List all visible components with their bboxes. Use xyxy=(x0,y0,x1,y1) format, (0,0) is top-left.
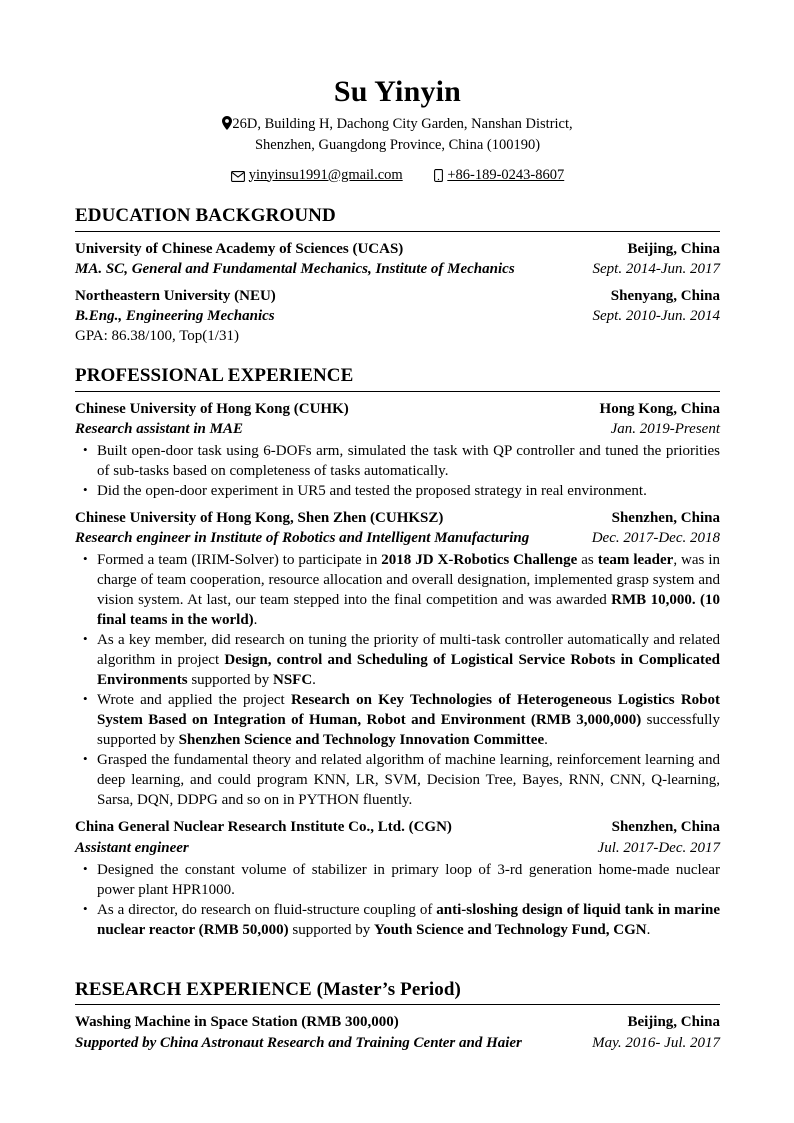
text-run: Wrote and applied the project xyxy=(97,692,291,709)
address-block xyxy=(75,114,720,155)
list-item xyxy=(75,860,720,900)
entry-role: Research engineer in Institute of Robotics and Intelligent Manufacturing xyxy=(75,530,530,547)
section-divider xyxy=(75,1004,720,1005)
section-heading: PROFESSIONAL EXPERIENCE xyxy=(75,365,354,387)
entry xyxy=(75,508,720,810)
entry xyxy=(75,817,720,939)
bullet-list xyxy=(75,860,720,940)
resume-content xyxy=(75,0,720,1053)
entry-role: B.Eng., Engineering Mechanics xyxy=(75,307,275,324)
bullet-list xyxy=(75,441,720,501)
list-item xyxy=(75,481,720,501)
list-item xyxy=(75,630,720,690)
entry-subheader-row xyxy=(75,838,720,858)
list-item xyxy=(75,750,720,810)
entry xyxy=(75,1012,720,1052)
entry-role: Supported by China Astronaut Research and Training Center and Haier xyxy=(75,1034,522,1051)
entry-location: Shenzhen, China xyxy=(611,819,720,836)
address-line-2: Shenzhen, Guangdong Province, China (100190) xyxy=(254,136,541,153)
entry-organization: China General Nuclear Research Institute Co., Ltd. (CGN) xyxy=(75,819,452,836)
address-text-1: 26D, Building H, Dachong City Garden, Nanshan District, xyxy=(232,116,573,133)
entry-organization: Chinese University of Hong Kong, Shen Zhen (CUHKSZ) xyxy=(75,510,444,527)
entry-location: Beijing, China xyxy=(627,1014,720,1031)
entry xyxy=(75,399,720,501)
text-run: supported by xyxy=(187,672,273,689)
text-run: team leader xyxy=(597,552,674,569)
entry-header-row xyxy=(75,286,720,306)
text-run: Built open-door task using 6-DOFs arm, simulated the task with QP controller and tuned the priorities of sub-tasks based on completeness of tasks automatically. xyxy=(97,443,720,480)
entry-header-row xyxy=(75,399,720,419)
text-run: 2018 JD X-Robotics Challenge xyxy=(381,552,578,569)
text-run: Did the open-door experiment in UR5 and tested the proposed strategy in real environment. xyxy=(97,483,647,500)
text-run: successfully supported by xyxy=(97,712,720,749)
entry-header-row xyxy=(75,239,720,259)
section-heading: EDUCATION BACKGROUND xyxy=(75,204,336,226)
bullet-list xyxy=(75,550,720,810)
text-run: . xyxy=(544,732,548,749)
entry-header-row xyxy=(75,1012,720,1032)
entry-organization: Northeastern University (NEU) xyxy=(75,287,276,304)
entry-date: Jul. 2017-Dec. 2017 xyxy=(597,839,720,856)
text-run: Shenzhen Science and Technology Innovation Committee xyxy=(178,732,545,749)
entry-organization: University of Chinese Academy of Sciences (UCAS) xyxy=(75,240,404,257)
list-item xyxy=(75,441,720,481)
contact-row xyxy=(75,165,720,186)
text-run: NSFC xyxy=(273,672,313,689)
entry-organization: Washing Machine in Space Station (RMB 300,000) xyxy=(75,1014,399,1031)
text-run: . xyxy=(646,921,651,938)
text-run: as xyxy=(577,552,598,569)
text-run: , was in charge of team cooperation, resource allocation and overall designation, implemented grasp system and vision system. At last, our team stepped into the final competition and was awarded xyxy=(97,552,720,609)
text-run: RMB 10,000. (10 final teams in the world) xyxy=(97,592,720,629)
text-run: As a key member, did research on tuning the priority of multi-task controller automatically and related algorithm in project xyxy=(97,632,720,669)
entry-date: Dec. 2017-Dec. 2018 xyxy=(591,530,720,547)
text-run: Design, control and Scheduling of Logistical Service Robots in Complicated Environments xyxy=(97,652,720,689)
text-run: Youth Science and Technology Fund, CGN xyxy=(374,921,647,938)
entry-detail-line: GPA: 86.38/100, Top(1/31) xyxy=(75,327,239,344)
section-divider xyxy=(75,391,720,392)
email-link[interactable]: yinyinsu1991@gmail.com xyxy=(248,166,403,183)
list-item xyxy=(75,900,720,940)
section-heading: RESEARCH EXPERIENCE (Master’s Period) xyxy=(75,978,461,1000)
entry-subheader-row xyxy=(75,528,720,548)
envelope-icon xyxy=(231,166,245,186)
entry-date: Sept. 2014-Jun. 2017 xyxy=(592,260,720,277)
address-line-1 xyxy=(75,114,720,135)
entry-header-row xyxy=(75,508,720,528)
email-contact[interactable] xyxy=(231,165,403,186)
section-education-background xyxy=(75,204,720,346)
section-research-experience-master-s-period xyxy=(75,978,720,1053)
sections-root xyxy=(75,204,720,1053)
entry-location: Beijing, China xyxy=(627,240,720,257)
phone-contact[interactable] xyxy=(434,165,564,186)
entry-location: Hong Kong, China xyxy=(599,400,720,417)
entry-role: Assistant engineer xyxy=(75,839,189,856)
text-run: Designed the constant volume of stabilizer in primary loop of 3-rd generation home-made nuclear power plant HPR1000. xyxy=(97,861,720,898)
entry-date: Sept. 2010-Jun. 2014 xyxy=(592,307,720,324)
entry-location: Shenzhen, China xyxy=(611,510,720,527)
text-run: Research on Key Technologies of Heterogeneous Logistics Robot System Based on Integration of Human, Robot and Environment (RMB 3,000,000) xyxy=(97,692,721,729)
entry-subheader-row xyxy=(75,419,720,439)
text-run: . xyxy=(312,672,316,689)
section-spacer xyxy=(75,940,720,960)
map-pin-icon xyxy=(222,116,232,132)
text-run: supported by xyxy=(288,921,375,938)
entry-subheader-row xyxy=(75,1033,720,1053)
entry-subheader-row xyxy=(75,259,720,279)
section-divider xyxy=(75,231,720,232)
entry xyxy=(75,286,720,346)
text-run: As a director, do research on fluid-structure coupling of xyxy=(97,901,437,918)
text-run: Grasped the fundamental theory and related algorithm of machine learning, reinforcement learning and deep learning, and could program KNN, LR, SVM, Decision Tree, Bayes, RNN, CNN, Q-learning, Sarsa, DQN, DDPG and so on in PYTHON fluently. xyxy=(97,752,720,809)
entry xyxy=(75,239,720,279)
text-run: . xyxy=(253,612,258,629)
entry-subheader-row xyxy=(75,306,720,326)
page-title: Su Yinyin xyxy=(333,75,462,108)
text-run: Formed a team (IRIM-Solver) to participate in xyxy=(97,552,382,569)
entry-organization: Chinese University of Hong Kong (CUHK) xyxy=(75,400,349,417)
entry-role: MA. SC, General and Fundamental Mechanics, Institute of Mechanics xyxy=(75,260,515,277)
section-professional-experience xyxy=(75,364,720,940)
entry-location: Shenyang, China xyxy=(610,287,720,304)
list-item xyxy=(75,690,720,750)
entry-date: May. 2016- Jul. 2017 xyxy=(592,1034,720,1051)
phone-link[interactable]: +86-189-0243-8607 xyxy=(447,166,565,183)
entry-role: Research assistant in MAE xyxy=(75,420,243,437)
mobile-phone-icon xyxy=(434,166,443,186)
text-run: anti-sloshing design of liquid tank in marine nuclear reactor (RMB 50,000) xyxy=(97,901,720,938)
entry-header-row xyxy=(75,817,720,837)
entry-date: Jan. 2019-Present xyxy=(610,420,720,437)
list-item xyxy=(75,550,720,630)
